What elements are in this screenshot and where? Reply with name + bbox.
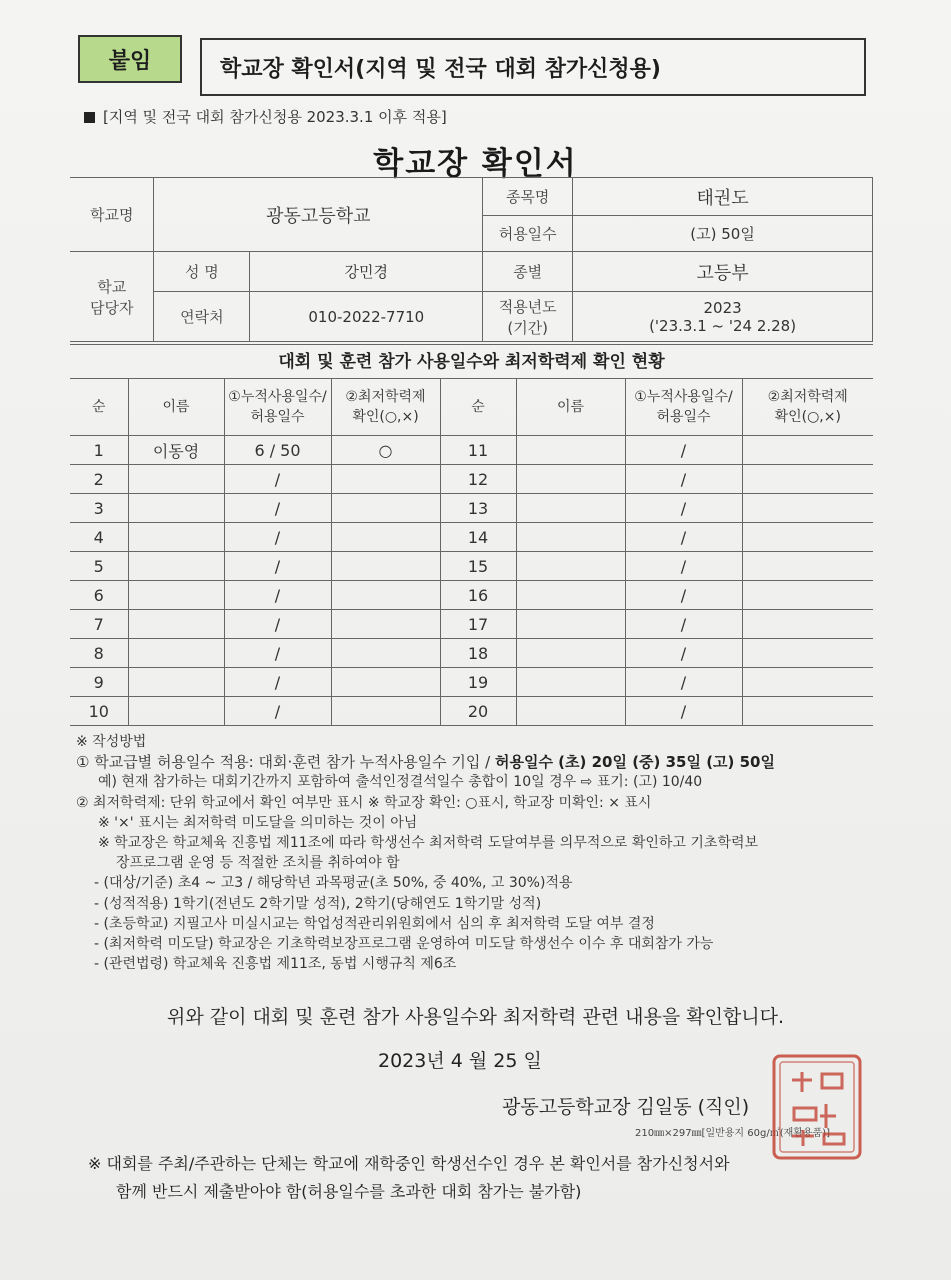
document-title: 학교장 확인서 [373,146,578,182]
row-days-left: / [224,581,331,610]
col-days-left-line1: ①누적사용일수/ [228,389,327,405]
notes-heading: ※ 작성방법 [76,734,147,750]
row-name-right [516,581,625,610]
col-check-right-line2: 확인(○,×) [774,409,841,425]
row-no-left: 5 [70,552,128,581]
row-days-right: / [625,465,742,494]
table-row [70,697,873,726]
row-check-right [742,610,873,639]
row-name-left [128,552,224,581]
row-days-right: / [625,581,742,610]
row-name-right [516,465,625,494]
table-body [70,436,873,726]
row-check-left [331,552,440,581]
attachment-tag: 붙임 [78,35,182,83]
manager-label-line2: 담당자 [89,298,134,317]
manager-label-line1: 학교 [97,277,127,296]
writing-instructions [76,732,876,974]
col-days-right-line1: ①누적사용일수/ [634,389,733,405]
detail-1: - (대상/기준) 초4 ~ 고3 / 해당학년 과목평균(초 50%, 중 40%, 고 30%)적용 [94,875,573,892]
days-value: (고) 50일 [573,216,873,252]
row-no-right: 13 [440,494,516,523]
row-no-left: 9 [70,668,128,697]
col-check-left [331,379,440,436]
col-no-left: 순 [70,379,128,436]
col-days-left [224,379,331,436]
row-no-left: 6 [70,581,128,610]
row-days-left: / [224,465,331,494]
row-name-right [516,552,625,581]
contact-value: 010-2022-7710 [250,292,483,342]
note-1-example: 예) 현재 참가하는 대회기간까지 포함하여 출석인정결석일수 총합이 10일 경우 ⇨ 표기: (고) 10/40 [98,774,703,791]
name-label: 성 명 [154,252,250,292]
row-check-right [742,639,873,668]
col-days-left-line2: 허용일수 [250,409,305,425]
row-check-left: ○ [331,436,440,465]
row-no-left: 10 [70,697,128,726]
col-name-right: 이름 [516,379,625,436]
year-label-line2: (기간) [507,318,549,337]
applicability-note [84,106,447,127]
submission-footnote [88,1150,730,1206]
row-check-right [742,697,873,726]
row-days-left: 6 / 50 [224,436,331,465]
row-check-left [331,668,440,697]
row-no-right: 16 [440,581,516,610]
detail-4: - (최저학력 미도달) 학교장은 기초학력보장프로그램 운영하여 미도달 학생선수 이수 후 대회참가 가능 [94,936,714,953]
detail-5: - (관련법령) 학교체육 진흥법 제11조, 동법 시행규칙 제6조 [94,956,457,973]
row-check-left [331,494,440,523]
table-row [70,465,873,494]
col-check-right [742,379,873,436]
type-value: 고등부 [573,252,873,292]
row-check-right [742,436,873,465]
contact-label: 연락처 [154,292,250,342]
row-days-left: / [224,610,331,639]
row-no-left: 2 [70,465,128,494]
usage-table [70,378,873,726]
manager-name: 강민경 [250,252,483,292]
col-name-left: 이름 [128,379,224,436]
row-days-right: / [625,610,742,639]
table-row [70,610,873,639]
row-name-left [128,668,224,697]
table-row [70,668,873,697]
row-name-left: 이동영 [128,436,224,465]
row-no-right: 12 [440,465,516,494]
year-label-line1: 적용년도 [498,297,557,316]
row-name-right [516,697,625,726]
row-no-right: 18 [440,639,516,668]
note-4b: 장프로그램 운영 등 적절한 조치를 취하여야 함 [116,855,400,872]
principal-signature: 광동고등학교장 김일동 (직인) [502,1096,750,1118]
school-name: 광동고등학교 [154,178,483,252]
note-3: ※ '×' 표시는 최저학력 미도달을 의미하는 것이 아님 [98,814,418,831]
row-days-right: / [625,523,742,552]
days-label: 허용일수 [483,216,573,252]
row-check-right [742,552,873,581]
paper-size-note: 210㎜×297㎜[일반용지 60g/㎡(재활용품)] [635,1128,831,1139]
row-check-right [742,465,873,494]
year-label [483,292,573,342]
row-days-right: / [625,494,742,523]
row-days-left: / [224,494,331,523]
section-title: 대회 및 훈련 참가 사용일수와 최저학력제 확인 현황 [70,344,873,379]
row-no-right: 17 [440,610,516,639]
col-days-right-line2: 허용일수 [656,409,711,425]
col-no-right: 순 [440,379,516,436]
row-name-right [516,610,625,639]
row-name-left [128,697,224,726]
row-days-right: / [625,436,742,465]
row-name-right [516,523,625,552]
footnote-line2: 함께 반드시 제출받아야 함(허용일수를 초과한 대회 참가는 불가함) [116,1182,582,1201]
row-no-right: 15 [440,552,516,581]
row-days-right: / [625,639,742,668]
table-row [70,494,873,523]
row-days-left: / [224,523,331,552]
table-row [70,552,873,581]
year-text: 2023 [703,298,742,317]
row-name-right [516,494,625,523]
row-no-right: 14 [440,523,516,552]
table-row [70,523,873,552]
row-days-right: / [625,552,742,581]
row-name-left [128,523,224,552]
row-no-left: 4 [70,523,128,552]
detail-2: - (성적적용) 1학기(전년도 2학기말 성적), 2학기(당해연도 1학기말 성적) [94,895,542,912]
confirmation-statement: 위와 같이 대회 및 훈련 참가 사용일수와 최저학력 관련 내용을 확인합니다. [166,1006,785,1028]
table-row [70,639,873,668]
row-no-right: 19 [440,668,516,697]
row-no-right: 11 [440,436,516,465]
row-check-left [331,581,440,610]
official-seal-stamp [770,1052,864,1162]
row-check-right [742,494,873,523]
row-days-left: / [224,668,331,697]
form-title-box: 학교장 확인서(지역 및 전국 대회 참가신청용) [200,38,866,96]
sport-label: 종목명 [483,178,573,216]
type-label: 종별 [483,252,573,292]
row-check-right [742,668,873,697]
row-name-left [128,581,224,610]
row-no-left: 7 [70,610,128,639]
row-no-left: 1 [70,436,128,465]
school-label: 학교명 [70,178,154,252]
row-check-left [331,639,440,668]
year-value [573,292,873,342]
col-check-left-line1: ②최저학력제 [345,389,426,405]
row-days-right: / [625,697,742,726]
row-name-right [516,436,625,465]
row-no-left: 8 [70,639,128,668]
row-name-right [516,668,625,697]
row-name-left [128,494,224,523]
table-row [70,581,873,610]
footnote-line1: ※ 대회를 주최/주관하는 단체는 학교에 재학중인 학생선수인 경우 본 확인서를 참가신청서와 [88,1154,730,1173]
info-table [70,177,873,342]
row-name-left [128,639,224,668]
square-bullet-icon [84,112,95,123]
note-1 [76,752,876,772]
row-no-left: 3 [70,494,128,523]
manager-label [70,252,154,342]
row-check-right [742,523,873,552]
applicability-text: [지역 및 전국 대회 참가신청용 2023.3.1 이후 적용] [103,108,447,126]
col-check-left-line2: 확인(○,×) [352,409,419,425]
table-header-row [70,379,873,436]
note-1-bold: 허용일수 (초) 20일 (중) 35일 (고) 50일 [495,753,775,772]
note-1-text: ① 학교급별 허용일수 적용: 대회·훈련 참가 누적사용일수 기입 / [76,753,495,772]
sport-value: 태권도 [573,178,873,216]
row-days-left: / [224,697,331,726]
row-check-right [742,581,873,610]
row-days-left: / [224,639,331,668]
detail-3: - (초등학교) 지필고사 미실시교는 학업성적관리위원회에서 심의 후 최저학력 도달 여부 결정 [94,915,655,932]
issue-date: 2023년 4 월 25 일 [378,1050,542,1072]
period-text: ('23.3.1 ~ '24 2.28) [649,316,797,335]
note-4a: ※ 학교장은 학교체육 진흥법 제11조에 따라 학생선수 최저학력 도달여부를 의무적으로 확인하고 기초학력보 [98,835,759,852]
row-check-left [331,697,440,726]
note-2: ② 최저학력제: 단위 학교에서 확인 여부만 표시 ※ 학교장 확인: ○표시, 학교장 미확인: × 표시 [76,794,652,811]
row-days-right: / [625,668,742,697]
row-check-left [331,465,440,494]
row-check-left [331,610,440,639]
row-name-left [128,610,224,639]
col-check-right-line1: ②최저학력제 [767,389,848,405]
row-no-right: 20 [440,697,516,726]
row-check-left [331,523,440,552]
table-row [70,436,873,465]
row-name-right [516,639,625,668]
row-days-left: / [224,552,331,581]
row-name-left [128,465,224,494]
col-days-right [625,379,742,436]
